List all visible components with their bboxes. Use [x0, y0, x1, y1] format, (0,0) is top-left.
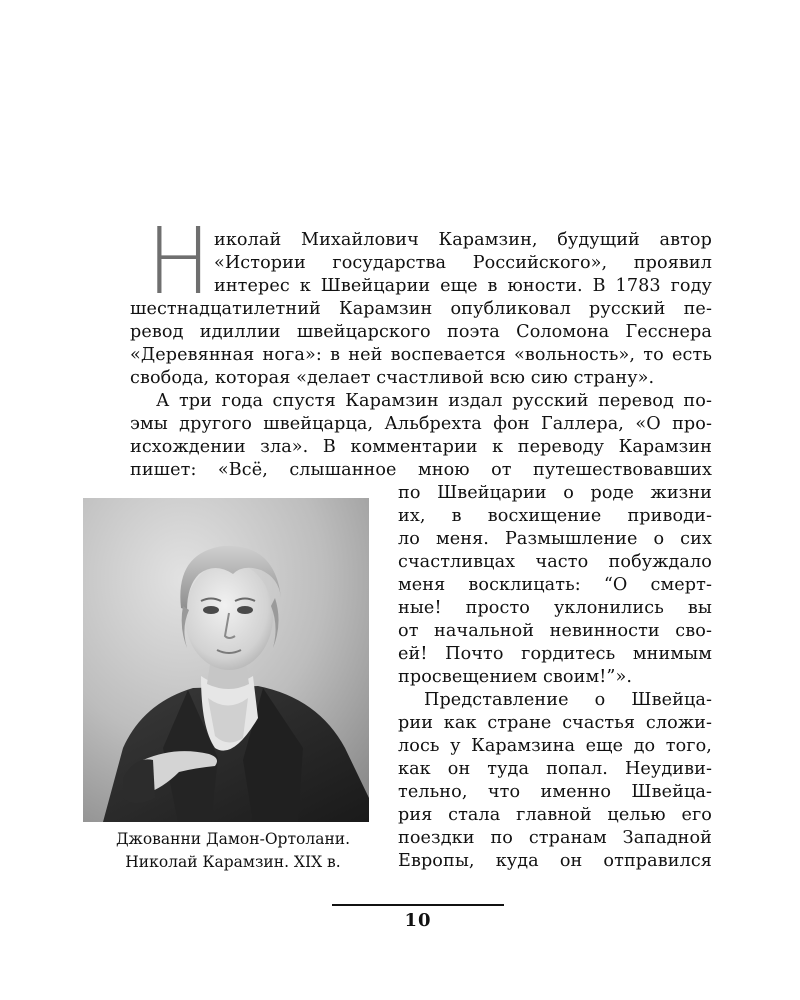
- text-line: от начальной невинности сво-: [398, 621, 712, 641]
- text-line: шестнадцатилетний Карамзин опубликовал русский пе-: [130, 299, 712, 319]
- text-line: ло меня. Размышление о сих: [398, 529, 712, 549]
- text-line: поездки по странам Западной: [398, 828, 712, 848]
- portrait-engraving: [83, 498, 369, 822]
- text-line: как он туда попал. Неудиви-: [398, 759, 712, 779]
- text-line: эмы другого швейцарца, Альбрехта фон Галлера, «О про-: [130, 414, 712, 434]
- text-line: меня восклицать: “О смерт-: [398, 575, 712, 595]
- footer-divider: [332, 904, 504, 906]
- text-line: Европы, куда он отправился: [398, 851, 712, 871]
- text-line: лось у Карамзина еще до того,: [398, 736, 712, 756]
- text-line: «Истории государства Российского», проявил: [214, 253, 712, 273]
- text-line: тельно, что именно Швейца-: [398, 782, 712, 802]
- text-line: просвещением своим!”».: [398, 667, 633, 687]
- text-line: исхождении зла». В комментарии к переводу Карамзин: [130, 437, 712, 457]
- text-line: счастливцах часто побуждало: [398, 552, 712, 572]
- text-line: ревод идиллии швейцарского поэта Соломона Гесснера: [130, 322, 712, 342]
- page-number: 10: [404, 910, 432, 931]
- text-line: рии как стране счастья сложи-: [398, 713, 712, 733]
- text-line: Представление о Швейца-: [424, 690, 712, 710]
- image-caption-line-1: Джованни Дамон-Ортолани.: [115, 830, 351, 848]
- text-line: ей! Почто гордитесь мнимым: [398, 644, 712, 664]
- drop-cap: Н: [147, 208, 211, 315]
- text-line: А три года спустя Карамзин издал русский перевод по-: [156, 391, 712, 411]
- text-line: ные! просто уклонились вы: [398, 598, 712, 618]
- text-line: «Деревянная нога»: в ней воспевается «вольность», то есть: [130, 345, 712, 365]
- text-line: их, в восхищение приводи-: [398, 506, 712, 526]
- text-line: свобода, которая «делает счастливой всю сию страну».: [130, 368, 655, 388]
- text-line: пишет: «Всё, слышанное мною от путешествовавших: [130, 460, 712, 480]
- text-line: иколай Михайлович Карамзин, будущий автор: [214, 230, 712, 250]
- text-line: рия стала главной целью его: [398, 805, 712, 825]
- text-line: интерес к Швейцарии еще в юности. В 1783 году: [214, 276, 712, 296]
- image-caption-line-2: Николай Карамзин. XIX в.: [125, 853, 341, 871]
- text-line: по Швейцарии о роде жизни: [398, 483, 712, 503]
- portrait-image: [83, 498, 369, 822]
